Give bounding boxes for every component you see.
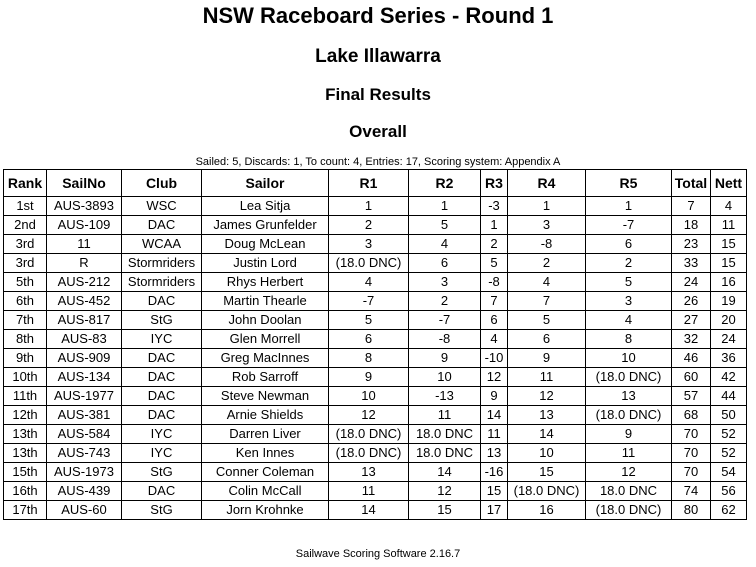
cell-sailno: AUS-584 <box>47 425 122 444</box>
cell-r3: 6 <box>481 311 508 330</box>
venue-heading: Lake Illawarra <box>315 46 441 67</box>
cell-r5: -7 <box>586 216 672 235</box>
cell-sailor: James Grunfelder <box>202 216 329 235</box>
cell-club: DAC <box>122 387 202 406</box>
cell-rank: 6th <box>4 292 47 311</box>
cell-rank: 8th <box>4 330 47 349</box>
cell-r3: 13 <box>481 444 508 463</box>
footer-credit: Sailwave Scoring Software 2.16.7 <box>295 548 461 560</box>
cell-r2: 11 <box>409 406 481 425</box>
col-header-nett: Nett <box>711 170 747 197</box>
col-header-r4: R4 <box>508 170 586 197</box>
cell-total: 33 <box>672 254 711 273</box>
col-header-r3: R3 <box>481 170 508 197</box>
cell-club: IYC <box>122 330 202 349</box>
cell-total: 70 <box>672 444 711 463</box>
cell-sailor: Darren Liver <box>202 425 329 444</box>
cell-r3: -10 <box>481 349 508 368</box>
cell-nett: 44 <box>711 387 747 406</box>
cell-r3: -16 <box>481 463 508 482</box>
cell-r2: 9 <box>409 349 481 368</box>
cell-r5: 10 <box>586 349 672 368</box>
cell-sailor: Lea Sitja <box>202 197 329 216</box>
cell-r3: 17 <box>481 501 508 520</box>
cell-sailno: AUS-817 <box>47 311 122 330</box>
cell-r3: -3 <box>481 197 508 216</box>
cell-sailno: AUS-83 <box>47 330 122 349</box>
cell-sailor: John Doolan <box>202 311 329 330</box>
cell-club: DAC <box>122 292 202 311</box>
cell-club: StG <box>122 501 202 520</box>
cell-r2: 14 <box>409 463 481 482</box>
cell-club: Stormriders <box>122 273 202 292</box>
cell-sailno: AUS-3893 <box>47 197 122 216</box>
cell-club: DAC <box>122 216 202 235</box>
cell-r2: 10 <box>409 368 481 387</box>
cell-r3: 7 <box>481 292 508 311</box>
cell-sailno: AUS-1977 <box>47 387 122 406</box>
cell-club: DAC <box>122 349 202 368</box>
cell-rank: 17th <box>4 501 47 520</box>
cell-sailno: R <box>47 254 122 273</box>
cell-r3: 5 <box>481 254 508 273</box>
fleet-heading: Overall <box>349 122 407 141</box>
cell-total: 46 <box>672 349 711 368</box>
cell-r2: 15 <box>409 501 481 520</box>
cell-r3: 14 <box>481 406 508 425</box>
cell-r5: 4 <box>586 311 672 330</box>
cell-total: 18 <box>672 216 711 235</box>
cell-r3: -8 <box>481 273 508 292</box>
cell-sailno: AUS-909 <box>47 349 122 368</box>
cell-r2: 18.0 DNC <box>409 425 481 444</box>
cell-r1: 6 <box>329 330 409 349</box>
col-header-total: Total <box>672 170 711 197</box>
cell-rank: 9th <box>4 349 47 368</box>
cell-total: 7 <box>672 197 711 216</box>
cell-sailor: Conner Coleman <box>202 463 329 482</box>
cell-nett: 4 <box>711 197 747 216</box>
cell-r5: 12 <box>586 463 672 482</box>
col-header-rank: Rank <box>4 170 47 197</box>
cell-r4: 5 <box>508 311 586 330</box>
cell-nett: 24 <box>711 330 747 349</box>
cell-r4: (18.0 DNC) <box>508 482 586 501</box>
cell-rank: 11th <box>4 387 47 406</box>
cell-nett: 19 <box>711 292 747 311</box>
cell-nett: 62 <box>711 501 747 520</box>
cell-nett: 15 <box>711 254 747 273</box>
cell-r2: -7 <box>409 311 481 330</box>
table-row <box>4 368 747 387</box>
cell-r5: 13 <box>586 387 672 406</box>
col-header-sailor: Sailor <box>202 170 329 197</box>
cell-total: 68 <box>672 406 711 425</box>
cell-r4: 12 <box>508 387 586 406</box>
cell-r4: 7 <box>508 292 586 311</box>
cell-nett: 15 <box>711 235 747 254</box>
cell-sailno: AUS-452 <box>47 292 122 311</box>
cell-nett: 56 <box>711 482 747 501</box>
table-row <box>4 349 747 368</box>
table-row <box>4 311 747 330</box>
cell-total: 32 <box>672 330 711 349</box>
cell-r5: (18.0 DNC) <box>586 406 672 425</box>
cell-nett: 36 <box>711 349 747 368</box>
cell-r2: 3 <box>409 273 481 292</box>
cell-sailor: Steve Newman <box>202 387 329 406</box>
cell-r3: 11 <box>481 425 508 444</box>
cell-r5: 9 <box>586 425 672 444</box>
table-row <box>4 482 747 501</box>
cell-total: 80 <box>672 501 711 520</box>
cell-r4: 9 <box>508 349 586 368</box>
cell-r1: 13 <box>329 463 409 482</box>
cell-r2: 12 <box>409 482 481 501</box>
cell-nett: 16 <box>711 273 747 292</box>
cell-r4: 11 <box>508 368 586 387</box>
cell-rank: 3rd <box>4 254 47 273</box>
cell-nett: 52 <box>711 425 747 444</box>
cell-sailor: Greg MacInnes <box>202 349 329 368</box>
cell-sailno: AUS-212 <box>47 273 122 292</box>
cell-nett: 50 <box>711 406 747 425</box>
cell-club: Stormriders <box>122 254 202 273</box>
cell-sailno: AUS-134 <box>47 368 122 387</box>
cell-total: 70 <box>672 463 711 482</box>
header-row <box>4 170 747 197</box>
cell-nett: 42 <box>711 368 747 387</box>
cell-sailor: Doug McLean <box>202 235 329 254</box>
cell-sailno: 11 <box>47 235 122 254</box>
cell-r3: 12 <box>481 368 508 387</box>
cell-r3: 9 <box>481 387 508 406</box>
cell-r3: 2 <box>481 235 508 254</box>
cell-r1: 9 <box>329 368 409 387</box>
cell-r1: (18.0 DNC) <box>329 254 409 273</box>
cell-rank: 5th <box>4 273 47 292</box>
cell-total: 27 <box>672 311 711 330</box>
cell-r4: 13 <box>508 406 586 425</box>
cell-club: DAC <box>122 482 202 501</box>
cell-r1: (18.0 DNC) <box>329 444 409 463</box>
cell-r4: 6 <box>508 330 586 349</box>
table-row <box>4 292 747 311</box>
cell-sailno: AUS-60 <box>47 501 122 520</box>
cell-sailor: Colin McCall <box>202 482 329 501</box>
table-row <box>4 501 747 520</box>
cell-r1: 14 <box>329 501 409 520</box>
cell-r4: 15 <box>508 463 586 482</box>
cell-r4: 1 <box>508 197 586 216</box>
cell-r4: 14 <box>508 425 586 444</box>
cell-rank: 7th <box>4 311 47 330</box>
cell-r5: 5 <box>586 273 672 292</box>
cell-r2: -8 <box>409 330 481 349</box>
cell-r3: 1 <box>481 216 508 235</box>
cell-r5: 1 <box>586 197 672 216</box>
cell-r5: (18.0 DNC) <box>586 501 672 520</box>
results-heading: Final Results <box>325 85 431 104</box>
table-row <box>4 387 747 406</box>
cell-r1: 3 <box>329 235 409 254</box>
cell-rank: 13th <box>4 425 47 444</box>
series-summary: Sailed: 5, Discards: 1, To count: 4, Entries: 17, Scoring system: Appendix A <box>195 156 561 168</box>
cell-r1: -7 <box>329 292 409 311</box>
cell-rank: 1st <box>4 197 47 216</box>
cell-sailno: AUS-381 <box>47 406 122 425</box>
cell-r1: 12 <box>329 406 409 425</box>
cell-club: StG <box>122 311 202 330</box>
cell-r1: 2 <box>329 216 409 235</box>
cell-nett: 54 <box>711 463 747 482</box>
results-table <box>3 169 747 520</box>
col-header-r1: R1 <box>329 170 409 197</box>
cell-total: 23 <box>672 235 711 254</box>
cell-total: 24 <box>672 273 711 292</box>
cell-rank: 15th <box>4 463 47 482</box>
col-header-sailno: SailNo <box>47 170 122 197</box>
cell-r3: 4 <box>481 330 508 349</box>
cell-r4: 2 <box>508 254 586 273</box>
cell-rank: 3rd <box>4 235 47 254</box>
cell-r5: 6 <box>586 235 672 254</box>
cell-r5: 8 <box>586 330 672 349</box>
cell-r5: 3 <box>586 292 672 311</box>
cell-sailno: AUS-109 <box>47 216 122 235</box>
cell-r2: 1 <box>409 197 481 216</box>
table-row <box>4 330 747 349</box>
page-title: NSW Raceboard Series - Round 1 <box>202 3 554 28</box>
cell-r4: 10 <box>508 444 586 463</box>
cell-r4: 4 <box>508 273 586 292</box>
cell-club: WCAA <box>122 235 202 254</box>
table-row <box>4 444 747 463</box>
cell-r1: 1 <box>329 197 409 216</box>
cell-r1: 5 <box>329 311 409 330</box>
col-header-club: Club <box>122 170 202 197</box>
cell-r2: 18.0 DNC <box>409 444 481 463</box>
cell-sailor: Arnie Shields <box>202 406 329 425</box>
cell-total: 74 <box>672 482 711 501</box>
cell-sailor: Rhys Herbert <box>202 273 329 292</box>
cell-club: StG <box>122 463 202 482</box>
cell-club: DAC <box>122 406 202 425</box>
cell-r3: 15 <box>481 482 508 501</box>
cell-rank: 10th <box>4 368 47 387</box>
cell-r5: 2 <box>586 254 672 273</box>
cell-total: 26 <box>672 292 711 311</box>
cell-r1: 11 <box>329 482 409 501</box>
cell-sailor: Martin Thearle <box>202 292 329 311</box>
cell-r2: 2 <box>409 292 481 311</box>
cell-sailor: Ken Innes <box>202 444 329 463</box>
cell-rank: 16th <box>4 482 47 501</box>
cell-rank: 13th <box>4 444 47 463</box>
cell-club: WSC <box>122 197 202 216</box>
cell-nett: 52 <box>711 444 747 463</box>
cell-sailno: AUS-439 <box>47 482 122 501</box>
cell-club: IYC <box>122 425 202 444</box>
cell-total: 70 <box>672 425 711 444</box>
cell-r1: (18.0 DNC) <box>329 425 409 444</box>
table-row <box>4 406 747 425</box>
cell-club: IYC <box>122 444 202 463</box>
cell-r5: (18.0 DNC) <box>586 368 672 387</box>
cell-r4: -8 <box>508 235 586 254</box>
cell-r1: 4 <box>329 273 409 292</box>
cell-r2: 6 <box>409 254 481 273</box>
table-row <box>4 235 747 254</box>
col-header-r2: R2 <box>409 170 481 197</box>
cell-nett: 20 <box>711 311 747 330</box>
cell-r5: 11 <box>586 444 672 463</box>
col-header-r5: R5 <box>586 170 672 197</box>
cell-total: 57 <box>672 387 711 406</box>
table-row <box>4 254 747 273</box>
cell-club: DAC <box>122 368 202 387</box>
table-row <box>4 216 747 235</box>
cell-r4: 3 <box>508 216 586 235</box>
cell-sailor: Jorn Krohnke <box>202 501 329 520</box>
cell-rank: 12th <box>4 406 47 425</box>
cell-sailor: Glen Morrell <box>202 330 329 349</box>
table-row <box>4 273 747 292</box>
table-row <box>4 425 747 444</box>
cell-r5: 18.0 DNC <box>586 482 672 501</box>
cell-rank: 2nd <box>4 216 47 235</box>
cell-r4: 16 <box>508 501 586 520</box>
cell-sailno: AUS-1973 <box>47 463 122 482</box>
cell-sailor: Justin Lord <box>202 254 329 273</box>
table-row <box>4 197 747 216</box>
table-row <box>4 463 747 482</box>
cell-r1: 10 <box>329 387 409 406</box>
cell-r2: 4 <box>409 235 481 254</box>
cell-sailor: Rob Sarroff <box>202 368 329 387</box>
cell-total: 60 <box>672 368 711 387</box>
cell-sailno: AUS-743 <box>47 444 122 463</box>
cell-nett: 11 <box>711 216 747 235</box>
cell-r2: 5 <box>409 216 481 235</box>
cell-r1: 8 <box>329 349 409 368</box>
cell-r2: -13 <box>409 387 481 406</box>
